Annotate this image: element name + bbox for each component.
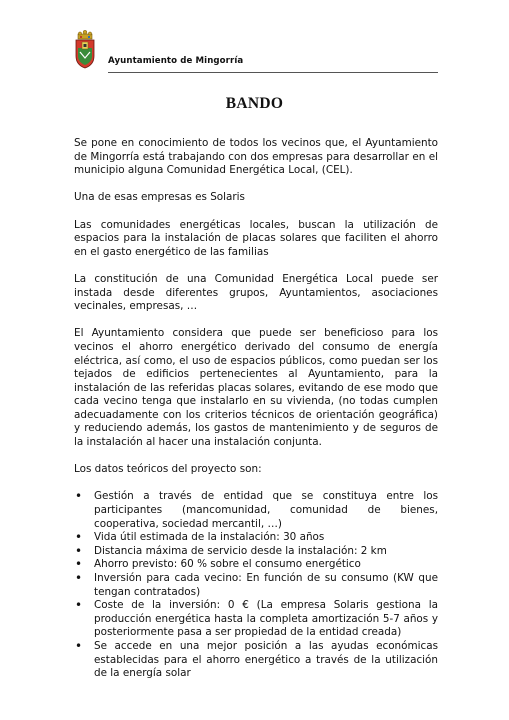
paragraph: Se pone en conocimiento de todos los vecinos que, el Ayuntamiento de Mingorría está trabajando con dos empresas para desarrollar en el municipio alguna Comunidad Energética Local, (CEL). <box>74 137 438 177</box>
project-data-list <box>74 490 438 680</box>
paragraph: La constitución de una Comunidad Energética Local puede ser instada desde diferentes grupos, Ayuntamientos, asociaciones vecinales, empresas, … <box>74 272 438 313</box>
paragraph: Los datos teóricos del proyecto son: <box>74 463 262 476</box>
list-item: • Coste de la inversión: 0 € (La empresa Solaris gestiona la producción energética hasta la completa amortización 5-7 años y posteriormente pasa a ser propiedad de la entidad creada) <box>74 599 438 640</box>
paragraph: Las comunidades energéticas locales, buscan la utilización de espacios para la instalación de placas solares que faciliten el ahorro en el gasto energético de las familias <box>74 218 438 258</box>
document-body <box>74 137 438 681</box>
list-item: • Vida útil estimada de la instalación: 30 años <box>74 531 438 545</box>
header-divider <box>108 72 438 73</box>
municipal-crest-icon <box>74 30 96 70</box>
document-title: BANDO <box>225 95 284 112</box>
list-item: • Ahorro previsto: 60 % sobre el consumo energético <box>74 558 438 572</box>
letterhead <box>74 30 438 76</box>
list-item: • Inversión para cada vecino: En función de su consumo (KW que tengan contratados) <box>74 572 438 599</box>
municipality-name: Ayuntamiento de Mingorría <box>108 56 244 66</box>
list-item: • Se accede en una mejor posición a las ayudas económicas establecidas para el ahorro energético a través de la utilización de la energía solar <box>74 640 438 681</box>
list-item: • Gestión a través de entidad que se constituya entre los participantes (mancomunidad, comunidad de bienes, cooperativa, sociedad mercantil, …) <box>74 490 438 531</box>
list-item: • Distancia máxima de servicio desde la instalación: 2 km <box>74 545 438 559</box>
paragraph: Una de esas empresas es Solaris <box>74 191 245 204</box>
paragraph: El Ayuntamiento considera que puede ser beneficioso para los vecinos el ahorro energético derivado del consumo de energía eléctrica, así como, el uso de espacios públicos, como puedan ser los tejados de edificios pertenecientes al Ayuntamiento, para la instalación de las referidas placas solares, evitando de ese modo que cada vecino tenga que instalarlo en su vivienda, (no todas cumplen adecuadamente con los criterios técnicos de orientación geográfica) y reduciendo además, los gastos de mantenimiento y de seguros de la instalación al hacer una instalación conjunta. <box>74 327 438 449</box>
